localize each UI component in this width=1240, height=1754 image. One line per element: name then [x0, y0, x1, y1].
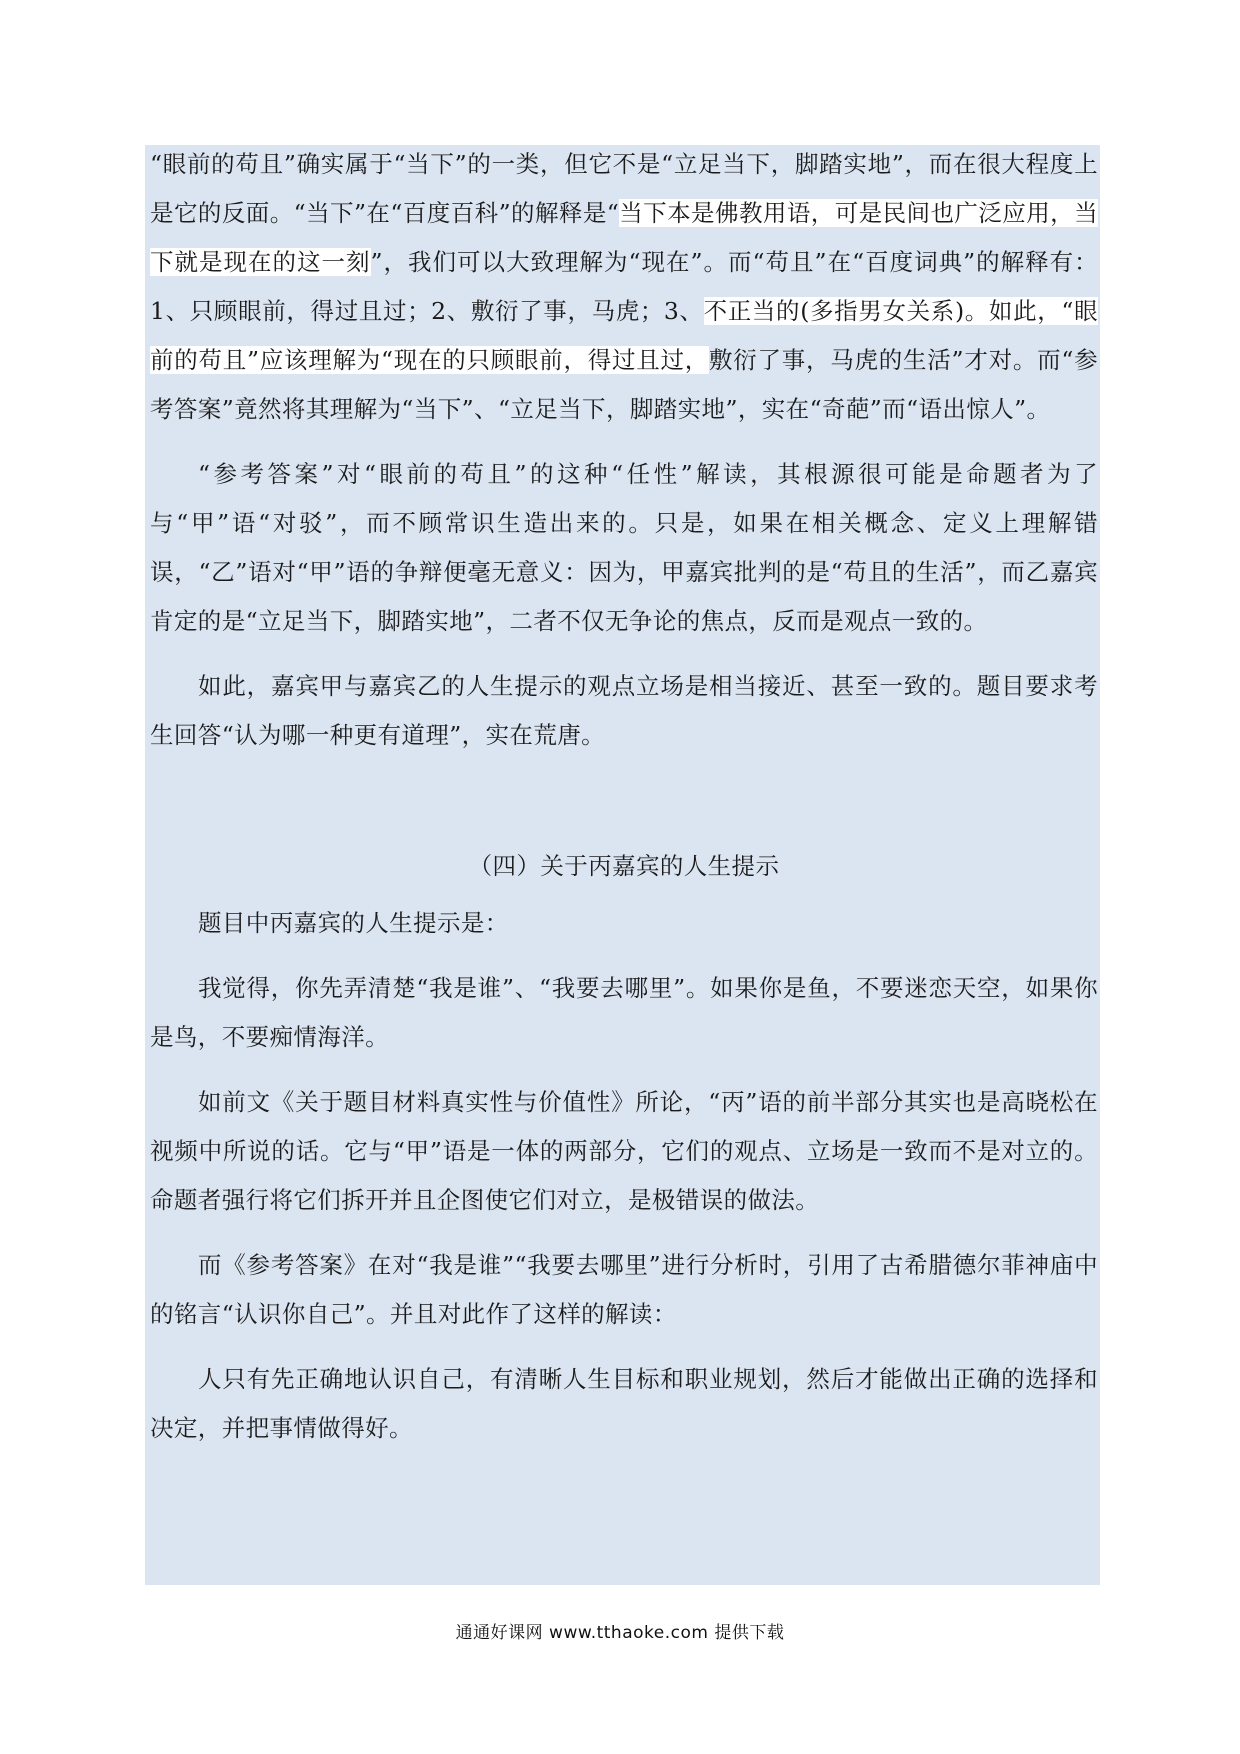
- paragraph-6: 如前文《关于题目材料真实性与价值性》所论，“丙”语的前半部分其实也是高晓松在视频中所说的话。它与“甲”语是一体的两部分，它们的观点、立场是一致而不是对立的。命题者强行将它们拆开并且企图使它们对立，是极错误的做法。: [150, 1088, 1098, 1214]
- paragraph-1: [150, 140, 1098, 434]
- paragraph-5: 我觉得，你先弄清楚“我是谁”、“我要去哪里”。如果你是鱼，不要迷恋天空，如果你是鸟，不要痴情海洋。: [150, 974, 1098, 1051]
- section-heading: （四）关于丙嘉宾的人生提示: [468, 852, 780, 880]
- paragraph-8: 人只有先正确地认识自己，有清晰人生目标和职业规划，然后才能做出正确的选择和决定，并把事情做得好。: [150, 1365, 1098, 1442]
- paragraph-1-unhighlighted-b: 不正当的(多指男女关系)。如此，“眼前的苟且”应该理解为“现在的只顾眼前，得过且过，: [150, 297, 1098, 374]
- document-body: [150, 140, 1098, 1453]
- paragraph-2: “参考答案”对“眼前的苟且”的这种“任性”解读，其根源很可能是命题者为了与“甲”语“对驳”，而不顾常识生造出来的。只是，如果在相关概念、定义上理解错误，“乙”语对“甲”语的争辩便毫无意义：因为，甲嘉宾批判的是“苟且的生活”，而乙嘉宾肯定的是“立足当下，脚踏实地”，二者不仅无争论的焦点，反而是观点一致的。: [150, 460, 1098, 635]
- paragraph-4: 题目中丙嘉宾的人生提示是：: [198, 909, 509, 937]
- paragraph-3: 如此，嘉宾甲与嘉宾乙的人生提示的观点立场是相当接近、甚至一致的。题目要求考生回答“认为哪一种更有道理”，实在荒唐。: [150, 672, 1098, 749]
- paragraph-1-text-a: “眼前的苟且”确实属于“当下”的一类，但它不是“立足当下，脚踏实地”，而在很大程度上是它的反面。“当下”在“百度百科”的解释是“: [150, 150, 1098, 227]
- footer-download-notice: 通通好课网 www.tthaoke.com 提供下载: [455, 1623, 785, 1643]
- paragraph-7: 而《参考答案》在对“我是谁”“我要去哪里”进行分析时，引用了古希腊德尔菲神庙中的铭言“认识你自己”。并且对此作了这样的解读：: [150, 1251, 1098, 1328]
- paragraph-1-text-c: 敷衍了事，马虎的生活”才对。而“参考答案”竟然将其理解为“当下”、“立足当下，脚踏实地”，实在“奇葩”而“语出惊人”。: [150, 346, 1098, 423]
- paragraph-1-unhighlighted-a: 当下本是佛教用语，可是民间也广泛应用，当下就是现在的这一刻: [150, 199, 1098, 276]
- paragraph-1-text-b: ”，我们可以大致理解为“现在”。而“苟且”在“百度词典”的解释有：1、只顾眼前，得过且过；2、敷衍了事，马虎；3、: [150, 248, 1098, 325]
